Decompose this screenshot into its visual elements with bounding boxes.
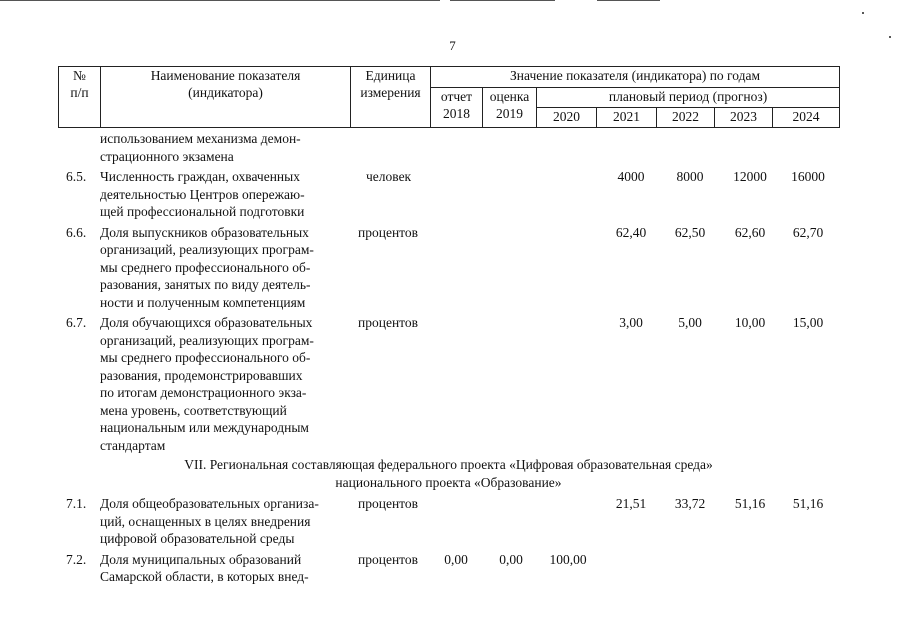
header-year: 2022 [657,108,715,128]
scan-edge-line [597,0,660,1]
indicator-name: Доля выпускников образовательных организаций, реализующих програм- мы среднего профессионального об- разования, занятых по виду деятель- ности и полученным компетенциям [100,224,314,310]
header-report: отчет 2018 [431,88,483,128]
header-unit: Единица измерения [351,67,431,128]
section-heading: VII. Региональная составляющая федерального проекта «Цифровая образовательная среда» национального проекта «Образование» [184,457,713,490]
indicator-name: Доля обучающихся образовательных организаций, реализующих програм- мы среднего профессионального об- разования, продемонстрировавших по итогам демонстрационного экза- мена уровень, соответствующий национальным или международным стандартам [100,315,314,453]
value-2023: 51,16 [734,496,766,511]
value-2021: 21,51 [615,496,647,511]
unit-cell: процентов [358,224,419,240]
value-2021: 4000 [617,169,645,184]
unit-cell: человек [366,169,412,184]
table-row [58,314,839,454]
value-2023: 12000 [733,169,767,184]
value-2022: 5,00 [678,315,702,330]
header-year: 2024 [773,108,840,128]
indicator-name: Численность граждан, охваченных деятельностью Центров опережаю- щей профессиональной подготовки [100,169,305,219]
table-body [58,130,839,586]
header-year: 2021 [597,108,657,128]
scan-edge-line [450,0,555,1]
page-number: 7 [449,38,456,53]
row-number: 6.7. [66,315,87,330]
header-year: 2023 [715,108,773,128]
table-row [58,495,839,548]
unit-cell: процентов [358,496,419,511]
indicator-name: Доля муниципальных образований Самарской области, в которых внед- [100,551,309,584]
value-2021: 62,40 [615,224,647,240]
value-2024: 15,00 [792,315,824,330]
value-2024: 16000 [791,169,825,184]
header-name: Наименование показателя (индикатора) [101,67,351,128]
row-number: 6.5. [66,169,87,184]
header-num: № п/п [59,67,101,128]
row-number: 7.1. [66,496,87,511]
table-header [58,66,840,128]
value-2019: 0,00 [499,551,523,567]
value-2024: 62,70 [792,224,824,240]
value-2023: 62,60 [734,224,766,240]
value-2024: 51,16 [792,496,824,511]
value-2022: 62,50 [674,224,706,240]
indicator-name: Доля общеобразовательных организа- ций, оснащенных в целях внедрения цифровой образовательной среды [100,496,319,546]
value-2021: 3,00 [619,315,643,330]
table-row [58,224,839,312]
table-row [58,551,839,586]
header-values-title: Значение показателя (индикатора) по годам [431,67,840,88]
row-number: 7.2. [66,551,87,567]
table-row [58,130,839,165]
unit-cell: процентов [358,315,419,330]
unit-cell: процентов [358,551,419,567]
value-2018: 0,00 [444,551,468,567]
row-number: 6.6. [66,224,87,240]
value-2022: 8000 [676,169,704,184]
table-row [58,168,839,221]
value-2022: 33,72 [674,496,706,511]
header-plan-title: плановый период (прогноз) [537,88,840,108]
value-2023: 10,00 [734,315,766,330]
value-2020: 100,00 [549,551,587,567]
scan-speck [862,12,864,14]
indicator-name: использованием механизма демон- страционного экзамена [100,131,301,164]
scan-edge-line [0,0,440,1]
header-estimate: оценка 2019 [483,88,537,128]
header-year: 2020 [537,108,597,128]
